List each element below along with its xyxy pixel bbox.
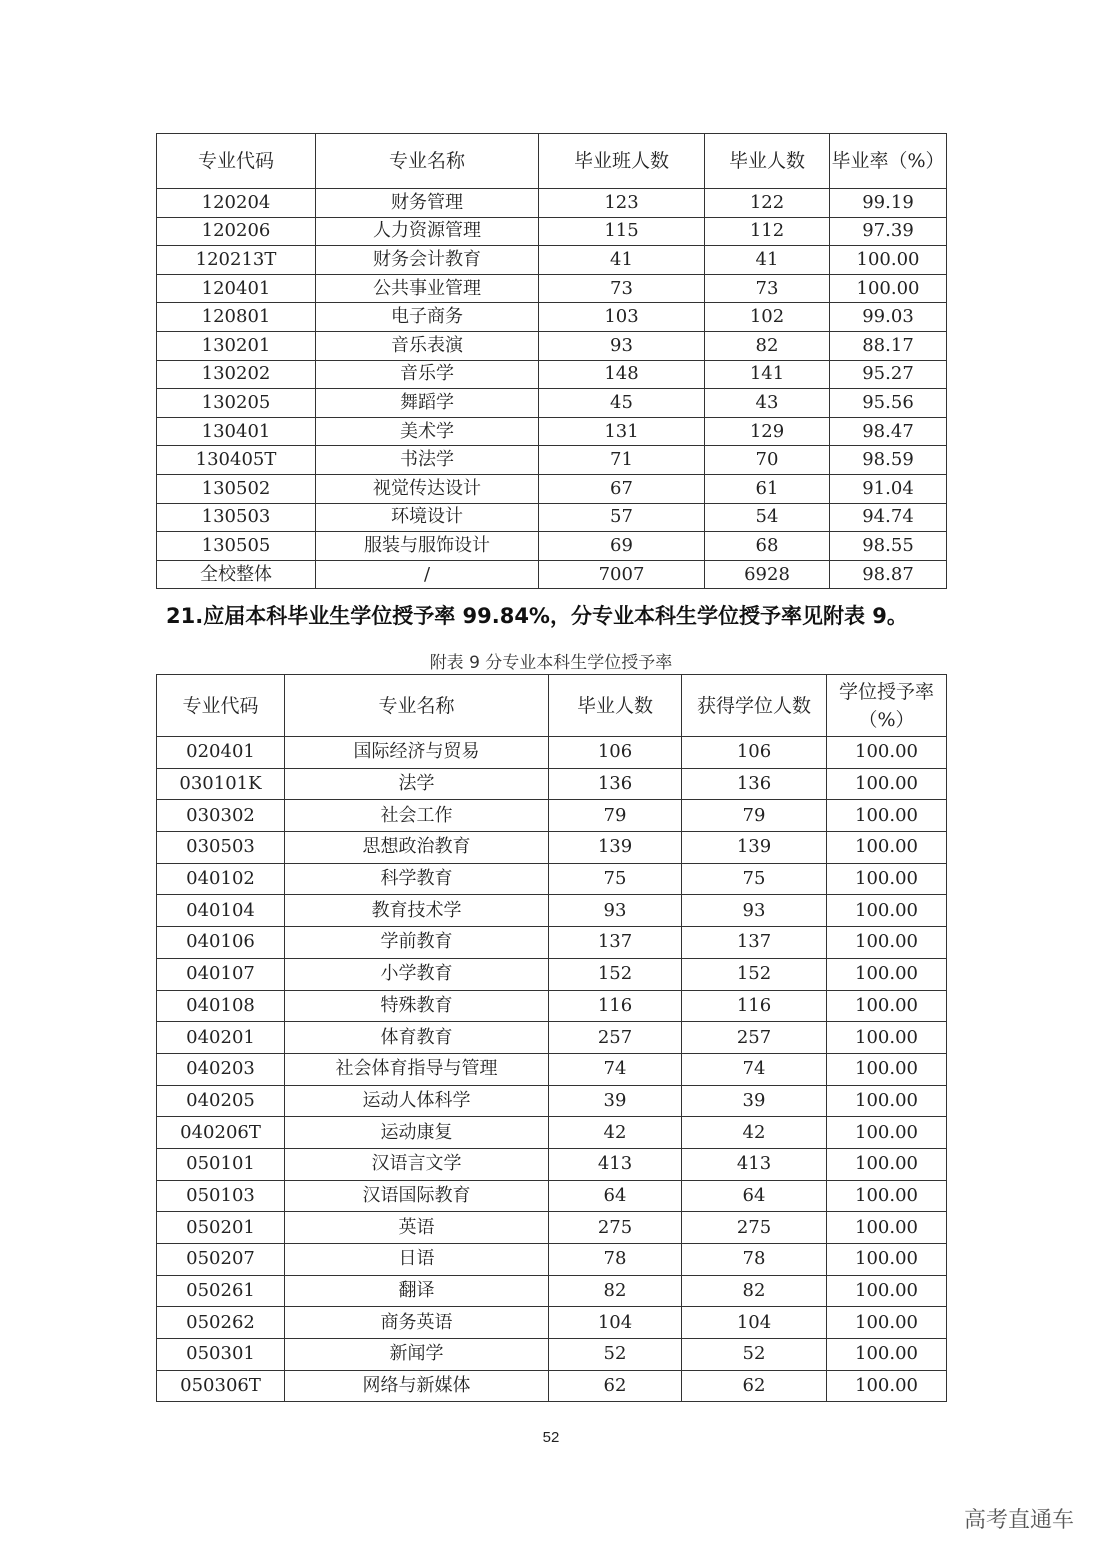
table-cell: 音乐学 [316,360,539,389]
table-cell: 040108 [157,990,285,1022]
table-row [157,895,947,927]
table-row [157,560,947,589]
table-cell: 95.56 [830,389,947,418]
table-cell: 104 [682,1307,827,1339]
table-cell: 79 [682,800,827,832]
table-cell: 99.03 [830,303,947,332]
table-cell: 98.87 [830,560,947,589]
table-cell: 97.39 [830,217,947,246]
table-cell: 68 [705,532,830,561]
table-row [157,800,947,832]
table-cell: 100.00 [827,1148,947,1180]
table-row [157,1053,947,1085]
table-cell: 100.00 [827,737,947,769]
column-header: 专业代码 [157,134,316,189]
table-row [157,303,947,332]
table-cell: 116 [682,990,827,1022]
table-row [157,274,947,303]
table-cell: 73 [705,274,830,303]
table-cell: 45 [539,389,705,418]
table-cell: 美术学 [316,417,539,446]
table-cell: 100.00 [827,1244,947,1276]
table-cell: 100.00 [827,1117,947,1149]
table-cell: 100.00 [827,1307,947,1339]
table-cell: 040107 [157,958,285,990]
table-row [157,1117,947,1149]
column-header: 专业名称 [316,134,539,189]
table-cell: 69 [539,532,705,561]
table-cell: 78 [549,1244,682,1276]
table-cell: / [316,560,539,589]
table-cell: 62 [682,1370,827,1402]
table-cell: 130202 [157,360,316,389]
table-cell: 275 [549,1212,682,1244]
table-row [157,1085,947,1117]
table-cell: 120801 [157,303,316,332]
column-header: 毕业率（%） [830,134,947,189]
table-cell: 123 [539,189,705,218]
table-row [157,927,947,959]
table-cell: 73 [539,274,705,303]
table-cell: 100.00 [827,927,947,959]
table-cell: 42 [682,1117,827,1149]
table-cell: 财务会计教育 [316,246,539,275]
table-row [157,1275,947,1307]
table-cell: 100.00 [827,768,947,800]
table-row [157,958,947,990]
degree-award-rate-table [156,674,947,1402]
column-header: 专业代码 [157,675,285,737]
table-row [157,417,947,446]
table-row [157,474,947,503]
table-cell: 050103 [157,1180,285,1212]
table-cell: 100.00 [827,832,947,864]
table-cell: 040206T [157,1117,285,1149]
table-cell: 52 [682,1339,827,1371]
table-cell: 130502 [157,474,316,503]
table-cell: 116 [549,990,682,1022]
table-row [157,360,947,389]
table-cell: 74 [549,1053,682,1085]
table-cell: 43 [705,389,830,418]
table-cell: 93 [539,331,705,360]
table-cell: 特殊教育 [285,990,549,1022]
table-cell: 视觉传达设计 [316,474,539,503]
table-row [157,217,947,246]
table-cell: 120204 [157,189,316,218]
table-cell: 050201 [157,1212,285,1244]
table-cell: 社会体育指导与管理 [285,1053,549,1085]
table-cell: 88.17 [830,331,947,360]
table-row [157,389,947,418]
column-header: 毕业人数 [549,675,682,737]
table-cell: 小学教育 [285,958,549,990]
table-cell: 136 [549,768,682,800]
watermark: 高考直通车 [963,1508,1074,1533]
table-cell: 102 [705,303,830,332]
table-cell: 112 [705,217,830,246]
table-cell: 70 [705,446,830,475]
table-cell: 61 [705,474,830,503]
column-header: 获得学位人数 [682,675,827,737]
table-cell: 人力资源管理 [316,217,539,246]
table-cell: 100.00 [827,1339,947,1371]
table-cell: 106 [682,737,827,769]
table-cell: 100.00 [827,863,947,895]
column-header: 毕业班人数 [539,134,705,189]
table-cell: 39 [682,1085,827,1117]
table-row [157,1180,947,1212]
table-cell: 100.00 [827,1212,947,1244]
table-cell: 050101 [157,1148,285,1180]
table-row [157,331,947,360]
table-cell: 120213T [157,246,316,275]
table-cell: 74 [682,1053,827,1085]
table-cell: 130405T [157,446,316,475]
table-cell: 环境设计 [316,503,539,532]
table-cell: 136 [682,768,827,800]
table-cell: 新闻学 [285,1339,549,1371]
table-cell: 050261 [157,1275,285,1307]
graduation-rate-table [156,133,947,589]
section-heading: 21.应届本科毕业生学位授予率 99.84%，分专业本科生学位授予率见附表 9。 [166,604,908,628]
table-cell: 020401 [157,737,285,769]
table-cell: 75 [682,863,827,895]
table-cell: 82 [549,1275,682,1307]
table-cell: 商务英语 [285,1307,549,1339]
table-cell: 100.00 [830,246,947,275]
table-cell: 130505 [157,532,316,561]
table-cell: 100.00 [827,1022,947,1054]
column-header: 毕业人数 [705,134,830,189]
table-row [157,532,947,561]
table-cell: 040106 [157,927,285,959]
table-cell: 国际经济与贸易 [285,737,549,769]
table-cell: 98.59 [830,446,947,475]
table-cell: 79 [549,800,682,832]
table-cell: 体育教育 [285,1022,549,1054]
table-row [157,1148,947,1180]
table-cell: 54 [705,503,830,532]
table-cell: 100.00 [830,274,947,303]
table-row [157,446,947,475]
table-cell: 全校整体 [157,560,316,589]
table-cell: 104 [549,1307,682,1339]
table-cell: 98.55 [830,532,947,561]
table-cell: 100.00 [827,1180,947,1212]
table-cell: 040201 [157,1022,285,1054]
table-cell: 93 [682,895,827,927]
table-cell: 040205 [157,1085,285,1117]
table-cell: 130201 [157,331,316,360]
table-cell: 67 [539,474,705,503]
table-cell: 英语 [285,1212,549,1244]
table-cell: 152 [682,958,827,990]
table-cell: 41 [705,246,830,275]
table-cell: 413 [549,1148,682,1180]
table-row [157,990,947,1022]
table-row [157,1244,947,1276]
table-cell: 137 [549,927,682,959]
table-cell: 100.00 [827,800,947,832]
table-cell: 139 [549,832,682,864]
table-cell: 050306T [157,1370,285,1402]
table-cell: 030503 [157,832,285,864]
table-cell: 137 [682,927,827,959]
column-header: 专业名称 [285,675,549,737]
table-cell: 257 [549,1022,682,1054]
table-cell: 57 [539,503,705,532]
table-cell: 75 [549,863,682,895]
table-row [157,832,947,864]
table-row [157,768,947,800]
table-cell: 050301 [157,1339,285,1371]
table-cell: 050207 [157,1244,285,1276]
table-cell: 日语 [285,1244,549,1276]
table-cell: 法学 [285,768,549,800]
table-cell: 100.00 [827,1275,947,1307]
table-cell: 64 [549,1180,682,1212]
table-cell: 舞蹈学 [316,389,539,418]
table-cell: 148 [539,360,705,389]
table-cell: 152 [549,958,682,990]
table-cell: 115 [539,217,705,246]
table-cell: 139 [682,832,827,864]
table-cell: 100.00 [827,895,947,927]
page-number: 52 [542,1429,560,1446]
table-cell: 公共事业管理 [316,274,539,303]
table-cell: 413 [682,1148,827,1180]
table-cell: 120401 [157,274,316,303]
table-cell: 030101K [157,768,285,800]
table-cell: 电子商务 [316,303,539,332]
table-row [157,1339,947,1371]
table-cell: 网络与新媒体 [285,1370,549,1402]
table-cell: 100.00 [827,1085,947,1117]
table-cell: 服装与服饰设计 [316,532,539,561]
table-cell: 122 [705,189,830,218]
table-cell: 95.27 [830,360,947,389]
table-cell: 131 [539,417,705,446]
table-row [157,189,947,218]
table-row [157,246,947,275]
table-cell: 62 [549,1370,682,1402]
table-cell: 100.00 [827,990,947,1022]
table-row [157,1212,947,1244]
table-cell: 94.74 [830,503,947,532]
table-cell: 93 [549,895,682,927]
table-cell: 书法学 [316,446,539,475]
table-cell: 106 [549,737,682,769]
table-cell: 040102 [157,863,285,895]
table-cell: 82 [705,331,830,360]
table-cell: 100.00 [827,958,947,990]
table-cell: 教育技术学 [285,895,549,927]
table-cell: 100.00 [827,1370,947,1402]
table-row [157,1370,947,1402]
table-cell: 040203 [157,1053,285,1085]
table-cell: 翻译 [285,1275,549,1307]
table-cell: 82 [682,1275,827,1307]
table-cell: 41 [539,246,705,275]
table-row [157,1307,947,1339]
table-cell: 7007 [539,560,705,589]
table-row [157,863,947,895]
table-cell: 130205 [157,389,316,418]
table-cell: 257 [682,1022,827,1054]
table-cell: 社会工作 [285,800,549,832]
table-cell: 78 [682,1244,827,1276]
table-cell: 汉语国际教育 [285,1180,549,1212]
table-cell: 运动康复 [285,1117,549,1149]
table-row [157,737,947,769]
table-cell: 42 [549,1117,682,1149]
table-cell: 100.00 [827,1053,947,1085]
table-cell: 141 [705,360,830,389]
table-cell: 103 [539,303,705,332]
table-cell: 130401 [157,417,316,446]
table-caption: 附表 9 分专业本科生学位授予率 [429,653,673,673]
table-cell: 030302 [157,800,285,832]
table-cell: 91.04 [830,474,947,503]
table-cell: 275 [682,1212,827,1244]
table-cell: 39 [549,1085,682,1117]
table-cell: 科学教育 [285,863,549,895]
table-cell: 运动人体科学 [285,1085,549,1117]
table-cell: 6928 [705,560,830,589]
table-cell: 129 [705,417,830,446]
table-cell: 71 [539,446,705,475]
column-header: 学位授予率（%） [827,675,947,737]
table-cell: 思想政治教育 [285,832,549,864]
table-cell: 财务管理 [316,189,539,218]
table-cell: 040104 [157,895,285,927]
table-cell: 52 [549,1339,682,1371]
table-cell: 学前教育 [285,927,549,959]
table-cell: 130503 [157,503,316,532]
table-cell: 汉语言文学 [285,1148,549,1180]
table-cell: 99.19 [830,189,947,218]
table-cell: 音乐表演 [316,331,539,360]
table-cell: 120206 [157,217,316,246]
table-cell: 050262 [157,1307,285,1339]
table-row [157,503,947,532]
table-row [157,1022,947,1054]
table-cell: 64 [682,1180,827,1212]
table-cell: 98.47 [830,417,947,446]
